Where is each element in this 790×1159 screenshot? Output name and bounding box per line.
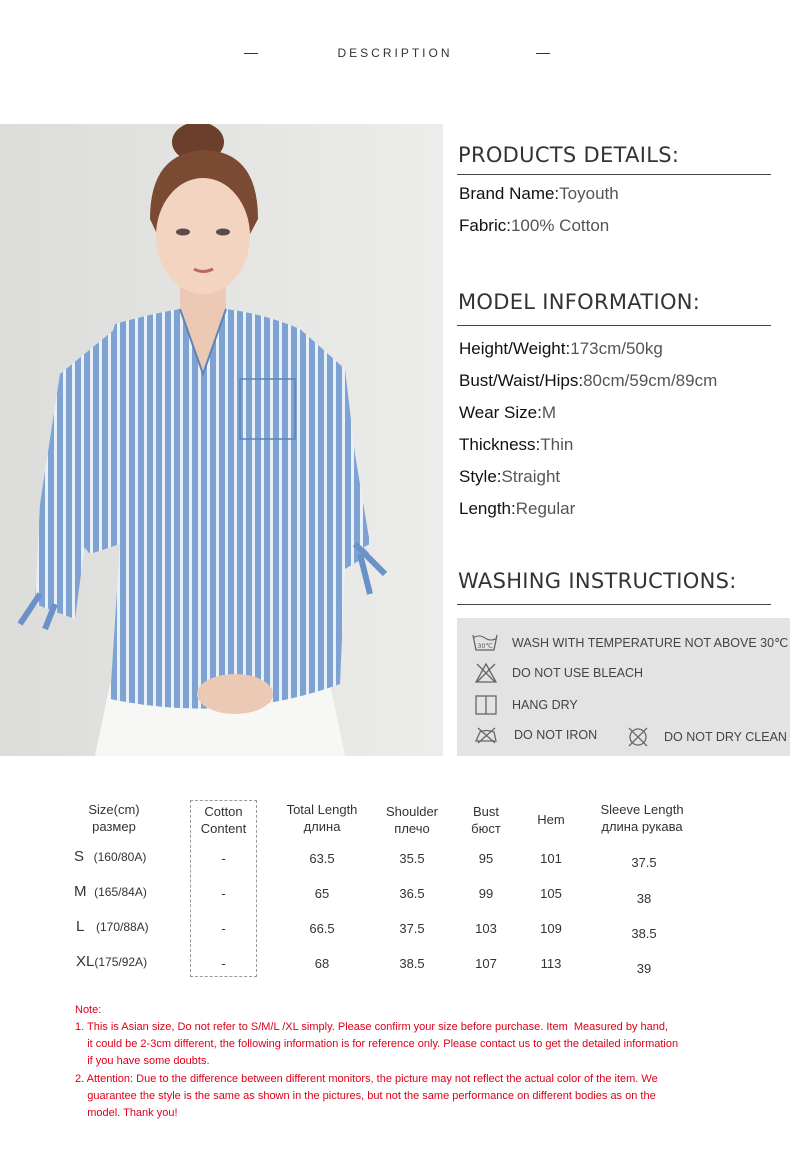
header-cotton-line1: Cotton: [204, 804, 243, 819]
cotton-cell: -: [221, 921, 226, 936]
no-dry-clean-icon: [626, 726, 650, 748]
header-size-line2: размер: [92, 819, 136, 834]
size-spec: (165/84A): [94, 885, 147, 899]
header-bust: [452, 803, 520, 837]
header-total-length: [272, 801, 372, 835]
model-photo: [0, 124, 443, 756]
wash-30-icon: [472, 632, 498, 652]
brand-name-label: Brand Name:: [459, 184, 560, 203]
size-letter: M: [74, 883, 87, 900]
cotton-cell: -: [221, 851, 226, 866]
length-row: [459, 499, 575, 519]
wash-temperature-row: [472, 632, 788, 652]
header-sleeve-length-line1: Sleeve Length: [600, 802, 684, 817]
height-weight-row: [459, 339, 663, 359]
header-total-length-line2: длина: [303, 819, 341, 834]
size-letter: S: [74, 848, 85, 865]
header-size-line1: Size(cm): [88, 802, 140, 817]
bust-waist-hips-value: 80cm/59cm/89cm: [583, 371, 718, 390]
header-hem: [520, 811, 582, 828]
length-cell: 66.5: [309, 921, 335, 936]
note-line: 2. Attention: Due to the difference between different monitors, the picture may not reflect the actual color of the item. We: [75, 1073, 658, 1085]
washing-instructions-title: WASHING INSTRUCTIONS:: [458, 569, 737, 593]
length-cell: 63.5: [309, 851, 335, 866]
header-shoulder: [372, 803, 452, 837]
shoulder-cell: 35.5: [399, 851, 425, 866]
bust-cell: 95: [478, 851, 494, 866]
shoulder-cell: 37.5: [399, 921, 425, 936]
header-sleeve-length-line2: длина рукава: [601, 819, 683, 834]
header-cotton: [190, 803, 257, 837]
fabric-value: 100% Cotton: [510, 216, 610, 235]
note-line: 1. This is Asian size, Do not refer to S/M/L /XL simply. Please confirm your size before purchase. Item Measured by hand,: [75, 1021, 669, 1033]
bust-cell: 107: [475, 956, 497, 971]
size-cell: [74, 883, 147, 900]
header-total-length-line1: Total Length: [286, 802, 358, 817]
no-bleach-icon: [474, 662, 498, 684]
size-cell: [74, 848, 146, 865]
hang-dry-row: [474, 694, 578, 716]
sleeve-cell: 38.5: [631, 926, 657, 941]
wash-temperature-label: WASH WITH TEMPERATURE NOT ABOVE 30℃: [512, 635, 789, 650]
header-dash-right: [536, 53, 550, 54]
shoulder-cell: 36.5: [399, 886, 425, 901]
bust-cell: 103: [475, 921, 497, 936]
hem-cell: 101: [540, 851, 562, 866]
brand-name-row: [459, 184, 619, 204]
header-bust-line1: Bust: [472, 804, 499, 819]
fabric-label: Fabric:: [459, 216, 511, 235]
model-information-title: MODEL INFORMATION:: [458, 290, 701, 314]
header-shoulder-line2: плечо: [394, 821, 430, 836]
length-label: Length:: [459, 499, 516, 518]
note-line: guarantee the style is the same as shown in the pictures, but not the same performance on different bodies as on the: [75, 1090, 656, 1102]
style-label: Style:: [459, 467, 502, 486]
no-iron-label: DO NOT IRON: [514, 728, 598, 742]
model-divider: [457, 325, 771, 326]
note-line: it could be 2-3cm different, the following information is for reference only. Please contact us to get the detailed information: [75, 1038, 679, 1050]
style-row: [459, 467, 560, 487]
shoulder-cell: 38.5: [399, 956, 425, 971]
no-bleach-label: DO NOT USE BLEACH: [512, 666, 644, 680]
length-cell: 68: [314, 956, 330, 971]
bust-waist-hips-label: Bust/Waist/Hips:: [459, 371, 584, 390]
no-dry-clean-label: DO NOT DRY CLEAN: [664, 730, 787, 744]
header-size: [70, 801, 158, 835]
thickness-label: Thickness:: [459, 435, 541, 454]
header-shoulder-line1: Shoulder: [385, 804, 439, 819]
thickness-row: [459, 435, 573, 455]
header-sleeve-length: [582, 801, 702, 835]
header-cotton-line2: Content: [200, 821, 247, 836]
bust-waist-hips-row: [459, 371, 717, 391]
height-weight-value: 173cm/50kg: [570, 339, 663, 358]
fabric-row: [459, 216, 609, 236]
sleeve-cell: 38: [636, 891, 652, 906]
no-bleach-row: [474, 662, 643, 684]
size-cell: [76, 953, 147, 970]
description-heading: DESCRIPTION: [337, 46, 453, 60]
header-bust-line2: бюст: [471, 821, 501, 836]
length-value: Regular: [515, 499, 576, 518]
model-illustration: [0, 124, 443, 756]
products-divider: [457, 174, 771, 175]
size-spec: (160/80A): [93, 850, 147, 864]
cotton-cell: -: [221, 886, 226, 901]
hem-cell: 109: [540, 921, 562, 936]
hang-dry-icon: [474, 694, 498, 716]
no-iron-icon: [472, 726, 500, 744]
note-heading: Note:: [75, 1004, 102, 1016]
wear-size-label: Wear Size:: [459, 403, 542, 422]
hem-cell: 105: [540, 886, 562, 901]
wear-size-row: [459, 403, 556, 423]
note-line: model. Thank you!: [75, 1107, 178, 1119]
no-dry-clean-row: [626, 726, 787, 748]
products-details-title: PRODUCTS DETAILS:: [458, 143, 680, 167]
hem-cell: 113: [540, 956, 562, 971]
wash-30-icon-text: 30℃: [477, 642, 493, 650]
no-iron-row: [472, 726, 597, 744]
sleeve-cell: 37.5: [631, 855, 657, 870]
height-weight-label: Height/Weight:: [459, 339, 571, 358]
thickness-value: Thin: [540, 435, 574, 454]
hang-dry-label: HANG DRY: [512, 698, 578, 712]
size-letter: XL: [76, 953, 95, 970]
sleeve-cell: 39: [636, 961, 652, 976]
note-line: if you have some doubts.: [75, 1055, 210, 1067]
size-letter: L: [76, 918, 85, 935]
bust-cell: 99: [478, 886, 494, 901]
wear-size-value: M: [541, 403, 556, 422]
style-value: Straight: [501, 467, 561, 486]
cotton-cell: -: [221, 956, 226, 971]
size-spec: (175/92A): [94, 955, 148, 969]
size-spec: (170/88A): [95, 920, 149, 934]
header-hem-line1: Hem: [537, 812, 565, 827]
brand-name-value: Toyouth: [559, 184, 619, 203]
washing-divider: [457, 604, 771, 605]
size-cell: [76, 918, 149, 935]
length-cell: 65: [314, 886, 330, 901]
